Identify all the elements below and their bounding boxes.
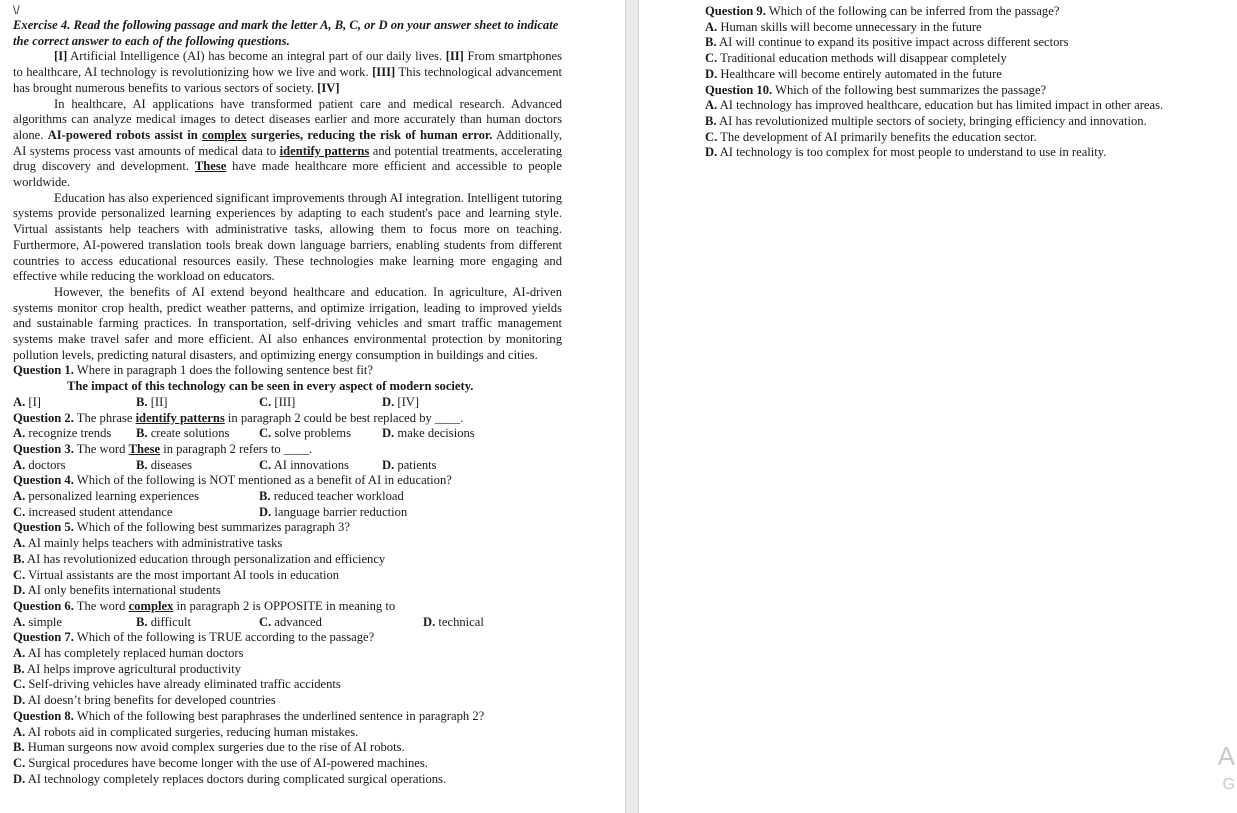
question-7: Question 7. Which of the following is TRUE according to the passage?: [13, 630, 375, 645]
passage-paragraph-1: [I] Artificial Intelligence (AI) has become an integral part of our daily lives. [II] From smartphones to healthcare, AI technology is revolutionizing how we live and work. [III] This technological advancement has brought numerous benefits to various sectors of society. [IV]: [13, 49, 562, 95]
passage-paragraph-4: However, the benefits of AI extend beyond healthcare and education. In agriculture, AI-driven systems monitor crop health, predict weather patterns, and optimize irrigation, leading to improved yields and sustainable farming practices. In transportation, self-driving vehicles and smart traffic management systems make travel safer and more efficient. AI also enhances environmental protection by monitoring pollution levels, predicting natural disasters, and optimizing energy consumption in buildings and cities.: [13, 284, 562, 362]
option-b[interactable]: B. AI has revolutionized multiple sectors of society, bringing efficiency and innovation.: [705, 113, 1147, 128]
option-a[interactable]: A. AI technology has improved healthcare, education but has limited impact in other areas.: [705, 98, 1164, 113]
phrase-identify-patterns: identify patterns: [279, 143, 370, 158]
option-c[interactable]: C. Virtual assistants are the most important AI tools in education: [13, 567, 340, 582]
option-b[interactable]: B. diseases: [136, 457, 192, 472]
option-c[interactable]: C. Traditional education methods will disappear completely: [705, 51, 1007, 66]
question-9: Question 9. Which of the following can be inferred from the passage?: [705, 4, 1060, 18]
option-c[interactable]: C. AI innovations: [259, 457, 349, 472]
question-1-options: [13, 395, 562, 411]
option-b[interactable]: B. Human surgeons now avoid complex surgeries due to the rise of AI robots.: [13, 740, 405, 755]
activation-watermark-line-2: G: [1222, 776, 1235, 793]
option-d[interactable]: D. patients: [382, 457, 437, 472]
right-column: [705, 4, 1225, 161]
option-a[interactable]: A. doctors: [13, 457, 66, 472]
option-a[interactable]: A. recognize trends: [13, 426, 112, 441]
option-a[interactable]: A. [I]: [13, 394, 41, 409]
option-a[interactable]: A. personalized learning experiences: [13, 489, 200, 504]
passage-paragraph-2: In healthcare, AI applications have transformed patient care and medical research. Advanced algorithms can analyze medical images to detect diseases earlier and more accurately than human doctors alone. AI-powered robots assist in complex surgeries, reducing the risk of human error. Additionally, AI systems process vast amounts of medical data to identify patterns and potential treatments, accelerating drug discovery and development. These have made healthcare more efficient and accessible to people worldwide.: [13, 96, 562, 190]
option-c[interactable]: C. The development of AI primarily benefits the education sector.: [705, 129, 1037, 144]
question-6: Question 6. The word complex in paragraph 2 is OPPOSITE in meaning to: [13, 598, 396, 613]
question-1-sentence: The impact of this technology can be seen in every aspect of modern society.: [67, 379, 474, 394]
option-a[interactable]: A. AI robots aid in complicated surgeries, reducing human mistakes.: [13, 724, 359, 739]
option-c[interactable]: C. increased student attendance: [13, 504, 173, 519]
option-d[interactable]: D. language barrier reduction: [259, 504, 408, 519]
question-5: Question 5. Which of the following best summarizes paragraph 3?: [13, 520, 350, 535]
option-d[interactable]: D. AI technology completely replaces doctors during complicated surgical operations.: [13, 771, 447, 786]
question-2: Question 2. The phrase identify patterns in paragraph 2 could be best replaced by ____.: [13, 410, 464, 425]
option-b[interactable]: B. [II]: [136, 394, 168, 409]
option-d[interactable]: D. AI only benefits international students: [13, 583, 221, 598]
question-4: Question 4. Which of the following is NOT mentioned as a benefit of AI in education?: [13, 473, 452, 488]
option-b[interactable]: B. AI has revolutionized education through personalization and efficiency: [13, 551, 386, 566]
activation-watermark-line-1: A: [1217, 741, 1235, 771]
question-3: Question 3. The word These in paragraph 2 refers to ____.: [13, 441, 313, 456]
left-column: [13, 3, 562, 787]
cursor-mark: \/: [13, 3, 20, 17]
option-d[interactable]: D. AI technology is too complex for most people to understand to use in reality.: [705, 145, 1107, 160]
option-c[interactable]: C. solve problems: [259, 426, 352, 441]
option-a[interactable]: A. AI has completely replaced human doctors: [13, 646, 244, 661]
question-3-options: [13, 458, 562, 474]
question-8: Question 8. Which of the following best paraphrases the underlined sentence in paragraph 2?: [13, 708, 485, 723]
option-d[interactable]: D. Healthcare will become entirely automated in the future: [705, 66, 1002, 81]
question-4-options-cd: [13, 505, 562, 521]
option-c[interactable]: C. Self-driving vehicles have already eliminated traffic accidents: [13, 677, 341, 692]
option-d[interactable]: D. technical: [423, 614, 484, 629]
word-these: These: [194, 159, 227, 174]
underlined-sentence: AI-powered robots assist in complex surgeries, reducing the risk of human error.: [47, 127, 493, 142]
option-b[interactable]: B. reduced teacher workload: [259, 489, 404, 504]
option-d[interactable]: D. AI doesn’t bring benefits for developed countries: [13, 693, 276, 708]
exercise-title: Exercise 4. Read the following passage and mark the letter A, B, C, or D on your answer sheet to indicate the correct answer to each of the following questions.: [13, 18, 559, 48]
option-b[interactable]: B. AI will continue to expand its positive impact across different sectors: [705, 35, 1069, 50]
question-1: Question 1. Where in paragraph 1 does the following sentence best fit?: [13, 363, 374, 378]
option-c[interactable]: C. [III]: [259, 394, 296, 409]
passage-paragraph-3: Education has also experienced significant improvements through AI integration. Intelligent tutoring systems provide personalized learning experiences by adapting to each student's pace and learning style. Virtual assistants help teachers with administrative tasks, allowing them to focus more on teaching. Furthermore, AI-powered translation tools break down language barriers, enabling students from different countries to access educational resources easily. These technologies make learning more engaging and effective while reducing the workload on educators.: [13, 190, 562, 284]
option-a[interactable]: A. Human skills will become unnecessary in the future: [705, 19, 982, 34]
question-6-options: [13, 615, 562, 631]
question-10: Question 10. Which of the following best summarizes the passage?: [705, 82, 1047, 97]
option-a[interactable]: A. AI mainly helps teachers with administrative tasks: [13, 536, 283, 551]
option-c[interactable]: C. Surgical procedures have become longer with the use of AI-powered machines.: [13, 755, 428, 770]
option-a[interactable]: A. simple: [13, 614, 62, 629]
option-b[interactable]: B. create solutions: [136, 426, 230, 441]
option-b[interactable]: B. difficult: [136, 614, 192, 629]
option-d[interactable]: D. make decisions: [382, 426, 475, 441]
page-gutter: [625, 0, 639, 813]
option-d[interactable]: D. [IV]: [382, 394, 420, 409]
question-4-options-ab: [13, 489, 562, 505]
option-b[interactable]: B. AI helps improve agricultural productivity: [13, 661, 242, 676]
option-c[interactable]: C. advanced: [259, 614, 322, 629]
question-2-options: [13, 426, 562, 442]
